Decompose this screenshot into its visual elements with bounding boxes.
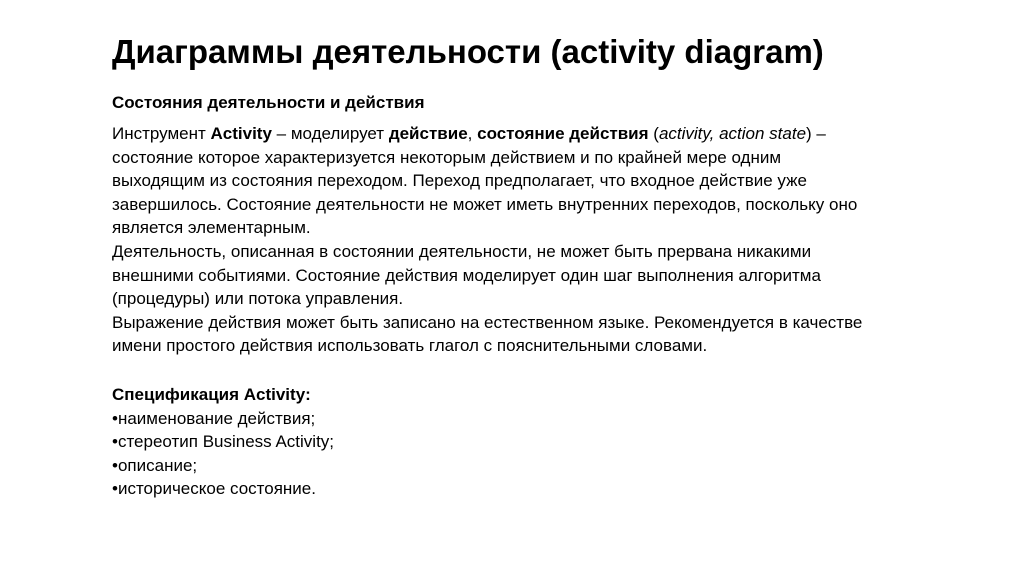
list-item: •наименование действия; [112,408,316,428]
paragraph-1-line-3: выходящим из состояния переходом. Переход предполагает, что входное действие уже [112,171,807,191]
text-segment: – моделирует [271,124,389,143]
paragraph-2-line-1: Деятельность, описанная в состоянии деятельности, не может быть прервана никакими [112,241,812,261]
specification-block [112,383,334,501]
paragraph-3-line-1: Выражение действия может быть записано на естественном языке. Рекомендуется в качестве [112,312,863,332]
term-english: activity, action state [658,124,807,143]
term-activity: Activity [210,124,272,143]
paragraph-3-line-2: имени простого действия использовать глагол с пояснительными словами. [112,336,708,356]
text-segment: , [467,124,478,143]
body-text [112,122,1002,358]
list-item: •описание; [112,455,198,475]
specification-title: Спецификация Activity: [112,385,311,404]
slide-title: Диаграммы деятельности (activity diagram) [112,33,824,70]
section-subtitle: Состояния деятельности и действия [112,93,425,112]
paragraph-2-line-3: (процедуры) или потока управления. [112,289,404,309]
paragraph-2-line-2: внешними событиями. Состояние действия моделирует один шаг выполнения алгоритма [112,265,821,285]
paragraph-1-line-5: является элементарным. [112,218,311,238]
term-action: действие [388,124,468,143]
term-action-state: состояние действия [477,124,649,143]
list-item: •стереотип Business Activity; [112,432,335,452]
specification-list [112,407,334,501]
paragraph-1-line-1 [112,122,1002,146]
text-segment: Инструмент [112,124,211,143]
text-segment: ( [648,124,659,143]
text-segment: ) – [806,124,826,143]
paragraph-1-line-4: завершилось. Состояние деятельности не может иметь внутренних переходов, поскольку оно [112,194,858,214]
paragraph-1-line-2: состояние которое характеризуется некоторым действием и по крайней мере одним [112,147,782,167]
list-item: •историческое состояние. [112,479,316,499]
